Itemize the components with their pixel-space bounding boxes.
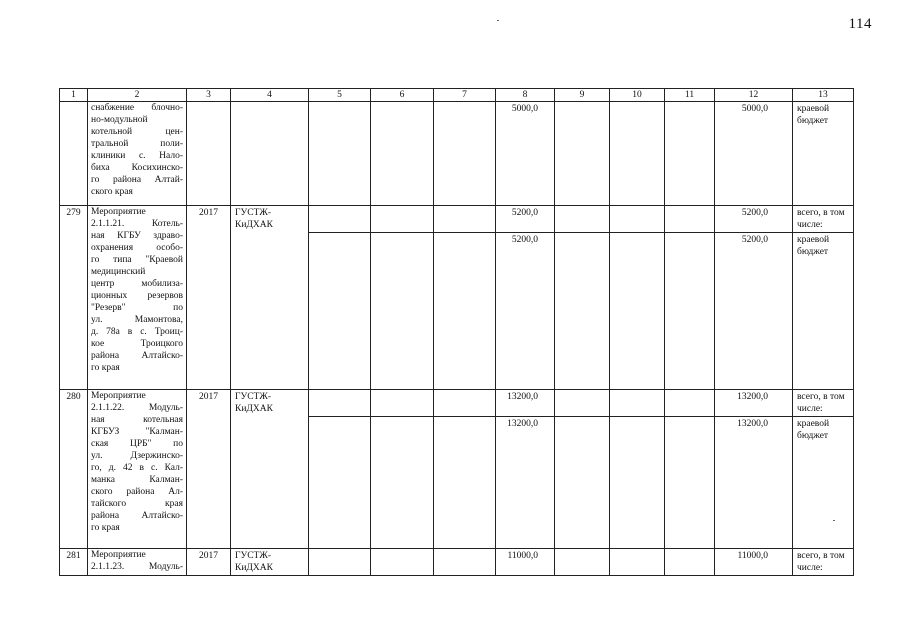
cell-col6 (371, 549, 434, 576)
header-col-10: 10 (610, 89, 665, 102)
desc-line: го края (91, 363, 120, 373)
cell-col10 (610, 549, 665, 576)
cell-col7 (434, 417, 496, 549)
cell-col12: 13200,0 (715, 390, 793, 417)
header-col-3: 3 (187, 89, 231, 102)
cell-col7 (434, 102, 496, 206)
header-col-6: 6 (371, 89, 434, 102)
cell-col6 (371, 206, 434, 233)
desc-line: го, д. 42 в с. Кал- (91, 463, 183, 473)
cell-col8: 5000,0 (496, 102, 555, 206)
cell-col12: 5000,0 (715, 102, 793, 206)
cell-col6 (371, 233, 434, 390)
desc-line: го района Алтай- (91, 175, 183, 185)
desc-line: д. 78а в с. Троиц- (91, 327, 183, 337)
cell-num (60, 102, 88, 206)
desc-line: го края (91, 523, 120, 533)
cell-source: всего, в том числе: (793, 549, 854, 576)
desc-line: тайского края (91, 499, 183, 509)
cell-col8: 13200,0 (496, 390, 555, 417)
scan-speck (833, 520, 835, 521)
desc-line: Мероприятие (91, 550, 146, 560)
desc-line: клиники с. Нало- (91, 151, 183, 161)
desc-line: биха Косихинско- (91, 163, 183, 173)
cell-source: краевой бюджет (793, 233, 854, 390)
cell-col5 (309, 233, 371, 390)
desc-line: 2.1.1.22. Модуль- (91, 403, 183, 413)
cell-col9 (555, 549, 610, 576)
cell-col7 (434, 233, 496, 390)
header-col-2: 2 (88, 89, 187, 102)
cell-col5 (309, 206, 371, 233)
desc-line: манка Калман- (91, 475, 183, 485)
cell-year (187, 102, 231, 206)
cell-year: 2017 (187, 206, 231, 390)
cell-col11 (665, 206, 715, 233)
cell-source: краевой бюджет (793, 102, 854, 206)
desc-line: района Алтайско- (91, 511, 183, 521)
cell-col7 (434, 206, 496, 233)
desc-line: тральной поли- (91, 139, 183, 149)
cell-description (88, 206, 187, 390)
header-col-13: 13 (793, 89, 854, 102)
cell-col10 (610, 233, 665, 390)
desc-line: охранения особо- (91, 243, 183, 253)
cell-num: 280 (60, 390, 88, 549)
table-row-281-total (60, 549, 854, 576)
desc-line: Мероприятие (91, 207, 146, 217)
cell-col9 (555, 206, 610, 233)
desc-line: го типа "Краевой (91, 255, 183, 265)
table-row-continuation (60, 102, 854, 206)
table-row-280-total (60, 390, 854, 417)
cell-source: краевой бюджет (793, 417, 854, 549)
cell-col6 (371, 417, 434, 549)
cell-col12: 11000,0 (715, 549, 793, 576)
cell-year: 2017 (187, 390, 231, 549)
cell-col5 (309, 417, 371, 549)
cell-num: 279 (60, 206, 88, 390)
header-col-9: 9 (555, 89, 610, 102)
cell-col8: 13200,0 (496, 417, 555, 549)
desc-line: ная КГБУ здраво- (91, 231, 183, 241)
desc-line: снабжение блочно- (91, 103, 183, 113)
desc-line: "Резерв" по (91, 303, 183, 313)
cell-col12: 13200,0 (715, 417, 793, 549)
budget-table-container (59, 88, 854, 576)
cell-col7 (434, 549, 496, 576)
cell-col10 (610, 417, 665, 549)
header-col-7: 7 (434, 89, 496, 102)
cell-col12: 5200,0 (715, 206, 793, 233)
desc-line: ского района Ал- (91, 487, 183, 497)
cell-col9 (555, 102, 610, 206)
cell-col5 (309, 549, 371, 576)
desc-line: ул. Дзержинско- (91, 451, 183, 461)
cell-col11 (665, 549, 715, 576)
header-col-12: 12 (715, 89, 793, 102)
cell-col10 (610, 102, 665, 206)
cell-executor: ГУСТЖ-КиДХАК (231, 390, 309, 549)
cell-col8: 5200,0 (496, 206, 555, 233)
header-col-11: 11 (665, 89, 715, 102)
header-col-5: 5 (309, 89, 371, 102)
budget-table (59, 88, 854, 576)
cell-executor (231, 102, 309, 206)
cell-col10 (610, 390, 665, 417)
cell-col11 (665, 102, 715, 206)
desc-line: района Алтайско- (91, 351, 183, 361)
desc-line: ская ЦРБ" по (91, 439, 183, 449)
cell-col9 (555, 233, 610, 390)
cell-executor: ГУСТЖ-КиДХАК (231, 206, 309, 390)
desc-line: 2.1.1.23. Модуль- (91, 562, 183, 572)
desc-line: но-модульной (91, 115, 148, 125)
table-row-279-total (60, 206, 854, 233)
cell-col10 (610, 206, 665, 233)
cell-col9 (555, 417, 610, 549)
cell-col6 (371, 390, 434, 417)
header-row (60, 89, 854, 102)
desc-line: ского края (91, 187, 133, 197)
cell-col9 (555, 390, 610, 417)
scan-speck (497, 20, 499, 21)
desc-line: центр мобилиза- (91, 279, 183, 289)
cell-col5 (309, 102, 371, 206)
desc-line: кое Троицкого (91, 339, 183, 349)
cell-num: 281 (60, 549, 88, 576)
cell-col8: 11000,0 (496, 549, 555, 576)
desc-line: КГБУЗ "Калман- (91, 427, 183, 437)
header-col-4: 4 (231, 89, 309, 102)
cell-year: 2017 (187, 549, 231, 576)
cell-description (88, 549, 187, 576)
desc-line: котельной цен- (91, 127, 183, 137)
desc-line: ул. Мамонтова, (91, 315, 183, 325)
desc-line: 2.1.1.21. Котель- (91, 219, 183, 229)
cell-col5 (309, 390, 371, 417)
desc-line: ная котельная (91, 415, 183, 425)
cell-executor: ГУСТЖ-КиДХАК (231, 549, 309, 576)
cell-col7 (434, 390, 496, 417)
cell-col11 (665, 390, 715, 417)
cell-source: всего, в том числе: (793, 206, 854, 233)
desc-line: ционных резервов (91, 291, 183, 301)
cell-col11 (665, 417, 715, 549)
cell-col12: 5200,0 (715, 233, 793, 390)
cell-col8: 5200,0 (496, 233, 555, 390)
page-number: 114 (848, 16, 872, 32)
cell-source: всего, в том числе: (793, 390, 854, 417)
header-col-1: 1 (60, 89, 88, 102)
cell-description (88, 102, 187, 206)
desc-line: медицинский (91, 267, 146, 277)
header-col-8: 8 (496, 89, 555, 102)
cell-description (88, 390, 187, 549)
cell-col11 (665, 233, 715, 390)
cell-col6 (371, 102, 434, 206)
desc-line: Мероприятие (91, 391, 146, 401)
